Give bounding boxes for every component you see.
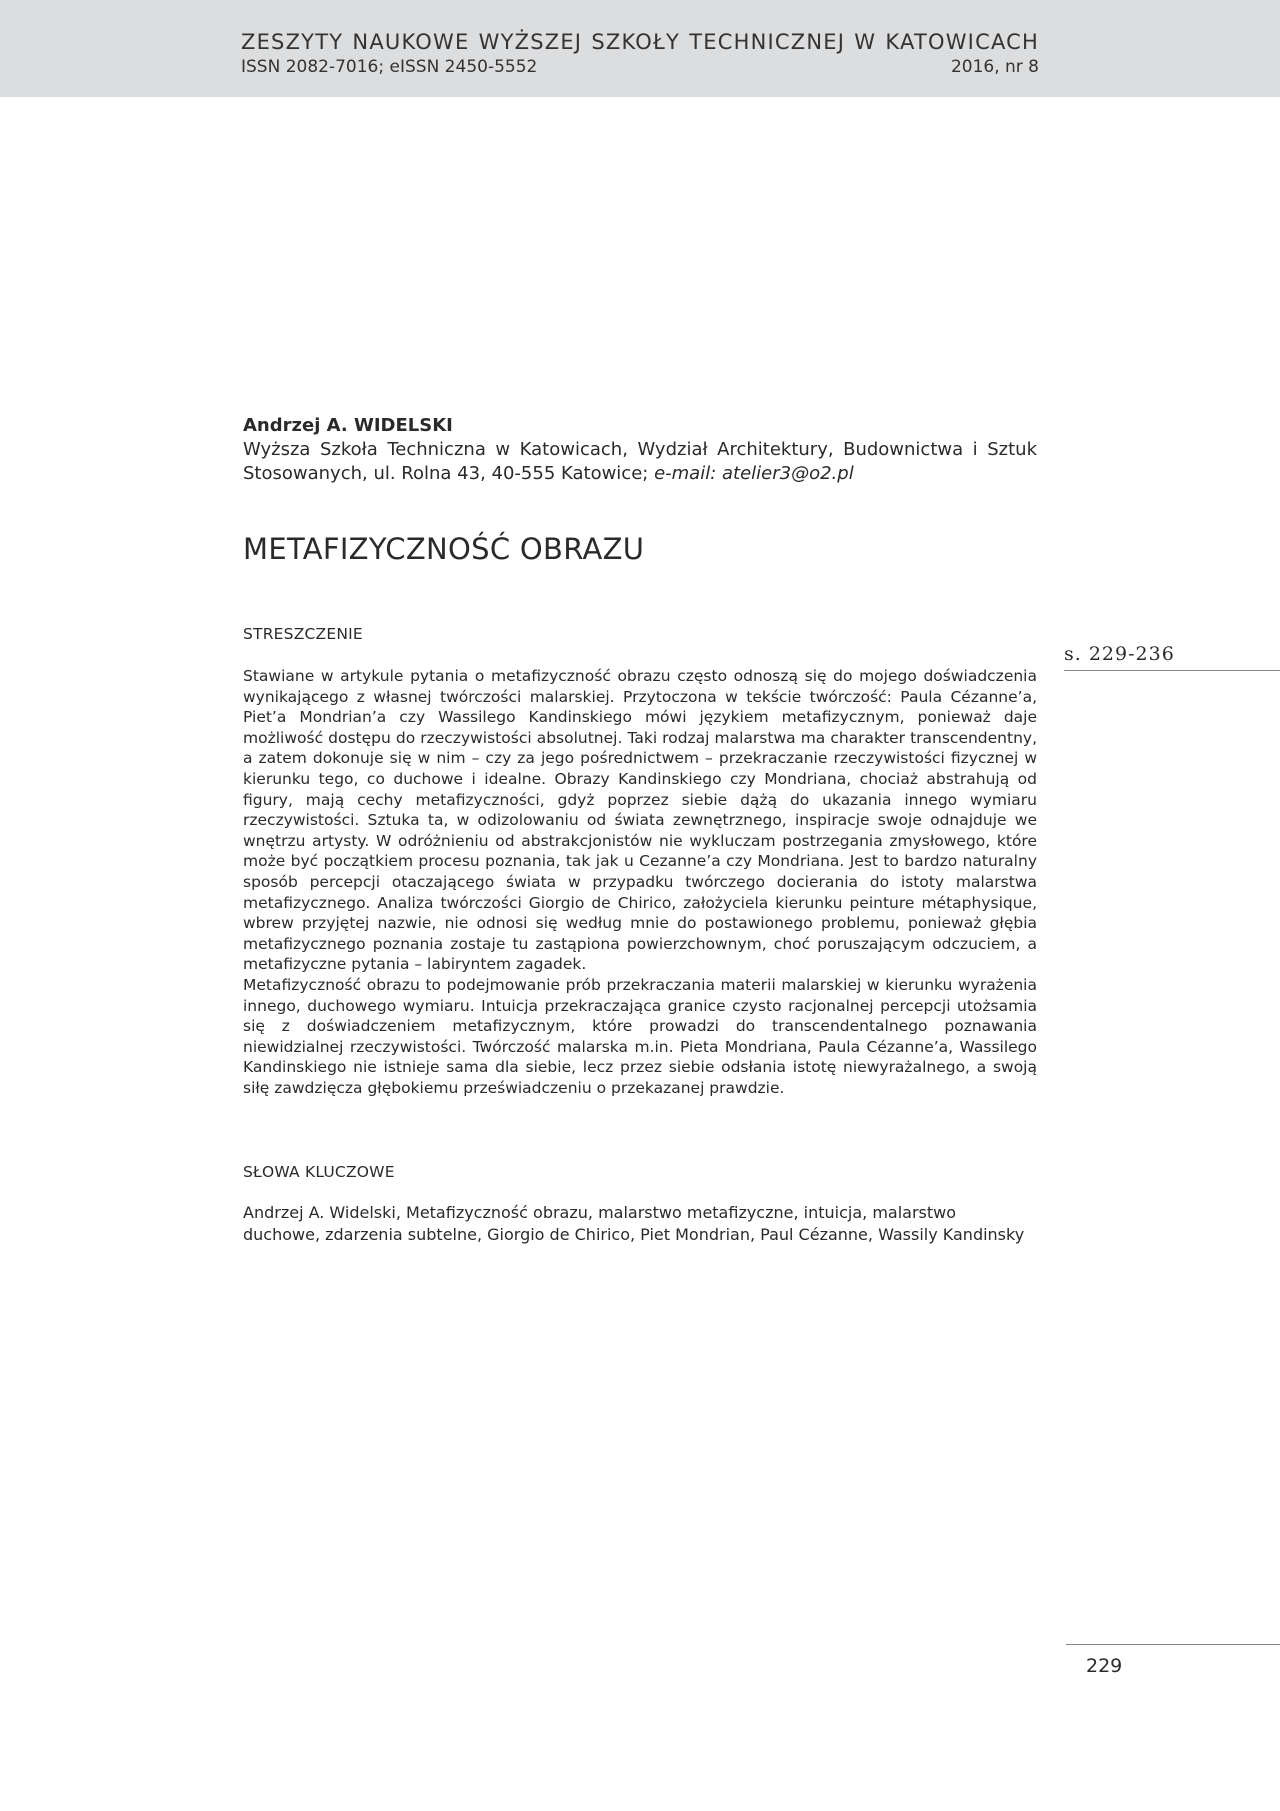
author-affiliation xyxy=(243,438,1037,486)
keywords-text: Andrzej A. Widelski, Metafizyczność obrazu, malarstwo metafizyczne, intuicja, malarstwo duchowe, zdarzenia subtelne, Giorgio de Chirico, Piet Mondrian, Paul Cézanne, Wassily Kandinsky xyxy=(243,1203,1025,1244)
journal-title: ZESZYTY NAUKOWE WYŻSZEJ SZKOŁY TECHNICZNEJ W KATOWICACH xyxy=(241,30,1039,54)
footer-divider xyxy=(1066,1644,1280,1645)
journal-issn: ISSN 2082-7016; eISSN 2450-5552 xyxy=(241,57,538,77)
email-label: e-mail: xyxy=(654,463,717,484)
journal-year-issue: 2016, nr 8 xyxy=(950,57,1039,77)
keywords-heading: SŁOWA KLUCZOWE xyxy=(243,1163,395,1181)
journal-header xyxy=(0,0,1280,97)
abstract-body xyxy=(243,666,1037,1098)
author-email[interactable]: atelier3@o2.pl xyxy=(716,463,854,484)
author-name: Andrzej A. WIDELSKI xyxy=(243,415,453,436)
affiliation-text: Wyższa Szkoła Techniczna w Katowicach, Wydział Architektury, Budownictwa i Sztuk Stosowanych, ul. Rolna 43, 40-555 Katowice; xyxy=(243,439,1037,484)
page-range-divider xyxy=(1064,670,1280,671)
abstract-paragraph: Stawiane w artykule pytania o metafizyczność obrazu często odnoszą się do mojego doświadczenia wynikającego z własnej twórczości malarskiej. Przytoczona w tekście twórczość: Paula Cézanne’a, Piet’a Mondrian’a czy Wassilego Kandinskiego mówi językiem metafizycznym, ponieważ daje możliwość dostępu do rzeczywistości absolutnej. Taki rodzaj malarstwa ma charakter transcendentny, a zatem dokonuje się w nim – czy za jego pośrednictwem – przekraczanie rzeczywistości fizycznej w kierunku tego, co duchowe i idealne. Obrazy Kandinskiego czy Mondriana, chociaż abstrahują od figury, mają cechy metafizyczności, gdyż poprzez siebie dążą do ukazania innego wymiaru rzeczywistości. Sztuka ta, w odizolowaniu od świata zewnętrznego, inspiracje swoje odnajduje we wnętrzu artysty. W odróżnieniu od abstrakcjonistów nie wykluczam postrzegania zmysłowego, które może być początkiem procesu poznania, tak jak u Cezanne’a czy Mondriana. Jest to bardzo naturalny sposób percepcji otaczającego świata w przypadku twórczego docierania do istoty malarstwa metafizycznego. Analiza twórczości Giorgio de Chirico, założyciela kierunku peinture métaphysique, wbrew przyjętej nazwie, nie odnosi się według mnie do postawionego problemu, ponieważ głębia metafizycznego poznania zostaje tu zastąpiona powierzchownym, choć poruszającym odczuciem, a metafizyczne pytania – labiryntem zagadek. xyxy=(243,667,1037,974)
article-title: METAFIZYCZNOŚĆ OBRAZU xyxy=(243,532,645,566)
author-block xyxy=(243,414,1037,486)
page-range: s. 229-236 xyxy=(1064,643,1175,665)
abstract-heading: STRESZCZENIE xyxy=(243,625,363,643)
page-number: 229 xyxy=(1086,1655,1123,1677)
abstract-paragraph: Metafizyczność obrazu to podejmowanie prób przekraczania materii malarskiej w kierunku wyrażenia innego, duchowego wymiaru. Intuicja przekraczająca granice czysto racjonalnej percepcji utożsamia się z doświadczeniem metafizycznym, które prowadzi do transcendentalnego poznawania niewidzialnej rzeczywistości. Twórczość malarska m.in. Pieta Mondriana, Paula Cézanne’a, Wassilego Kandinskiego nie istnieje sama dla siebie, lecz przez siebie odsłania istotę niewyrażalnego, a swoją siłę zawdzięcza głębokiemu przeświadczeniu o przekazanej prawdzie. xyxy=(243,975,1037,1097)
